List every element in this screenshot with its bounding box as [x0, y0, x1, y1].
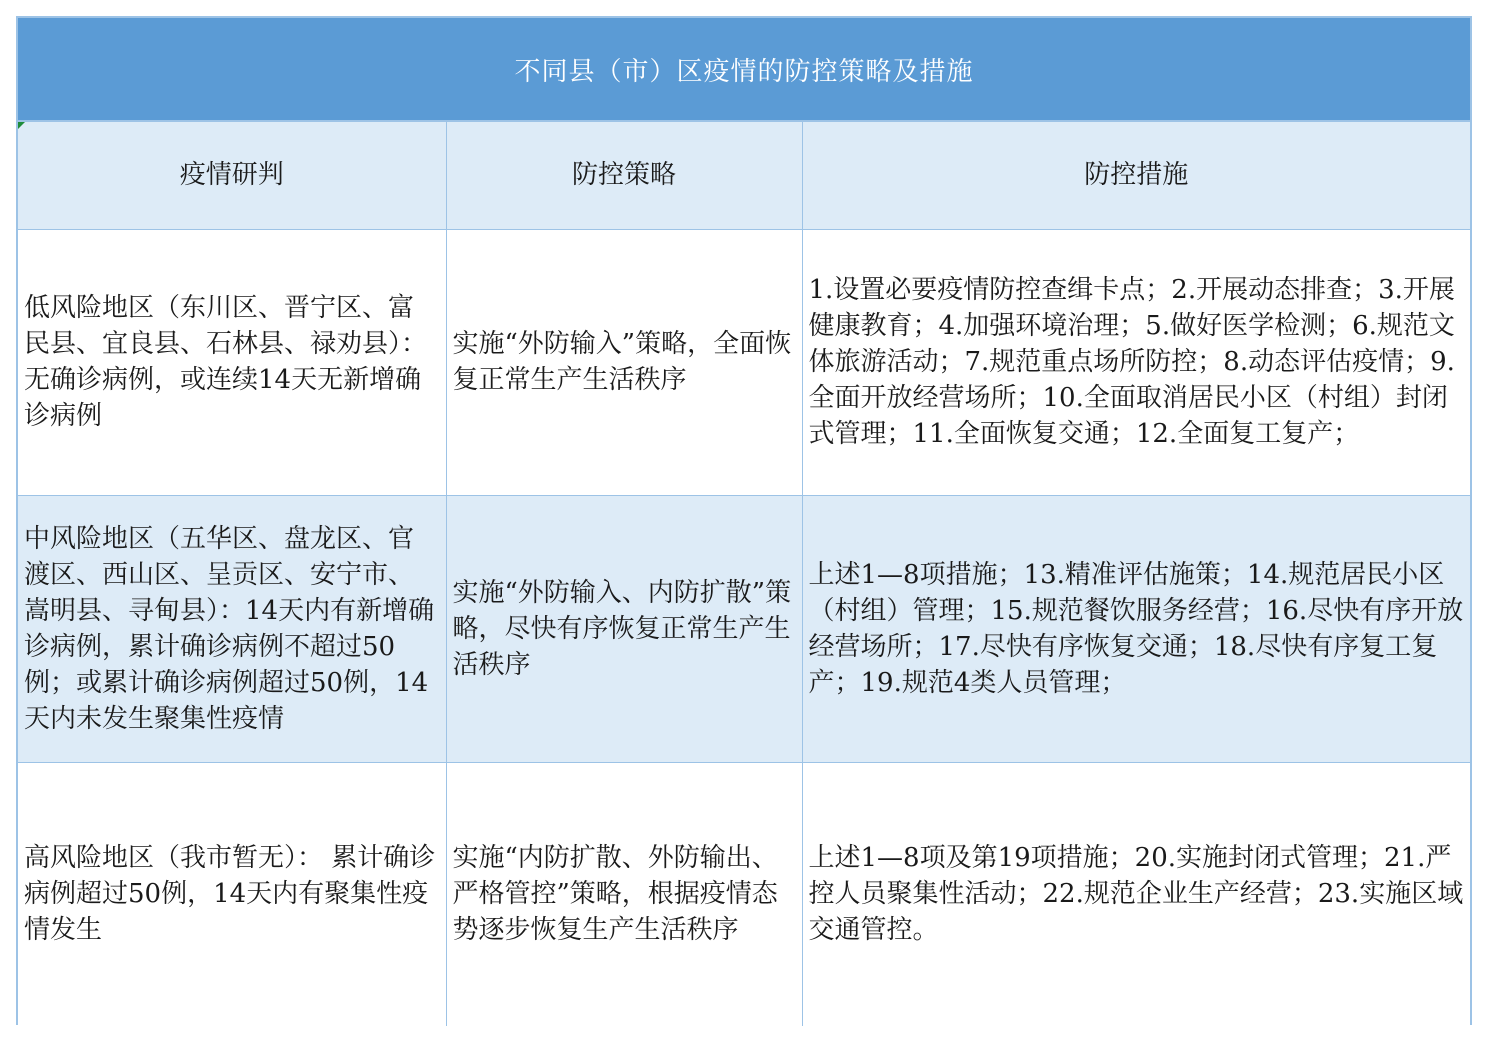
- cell-strategy[interactable]: 实施“内防扩散、外防输出、严格管控”策略，根据疫情态势逐步恢复生产生活秩序: [446, 762, 802, 1026]
- spreadsheet-table: [16, 16, 1472, 1025]
- header-row: [18, 122, 1470, 229]
- column-header-strategy[interactable]: 防控策略: [446, 122, 802, 229]
- cell-strategy[interactable]: 实施“外防输入”策略，全面恢复正常生产生活秩序: [446, 229, 802, 495]
- table-row: [18, 762, 1470, 1026]
- cell-measures[interactable]: 上述1—8项措施；13.精准评估施策；14.规范居民小区（村组）管理；15.规范餐饮服务经营；16.尽快有序开放经营场所；17.尽快有序恢复交通；18.尽快有序复工复产；19.规范4类人员管理；: [802, 495, 1470, 762]
- table-row: [18, 495, 1470, 762]
- cell-assessment[interactable]: 高风险地区（我市暂无）： 累计确诊病例超过50例，14天内有聚集性疫情发生: [18, 762, 446, 1026]
- table-row: [18, 229, 1470, 495]
- table-title: 不同县（市）区疫情的防控策略及措施: [18, 18, 1470, 122]
- cell-measures[interactable]: 上述1—8项及第19项措施；20.实施封闭式管理；21.严控人员聚集性活动；22.规范企业生产经营；23.实施区域交通管控。: [802, 762, 1470, 1026]
- cell-measures[interactable]: 1.设置必要疫情防控查缉卡点；2.开展动态排查；3.开展健康教育；4.加强环境治理；5.做好医学检测；6.规范文体旅游活动；7.规范重点场所防控；8.动态评估疫情；9.全面开放经营场所；10.全面取消居民小区（村组）封闭式管理；11.全面恢复交通；12.全面复工复产；: [802, 229, 1470, 495]
- cell-strategy[interactable]: 实施“外防输入、内防扩散”策略，尽快有序恢复正常生产生活秩序: [446, 495, 802, 762]
- column-header-assessment[interactable]: 疫情研判: [18, 122, 446, 229]
- measures-grid: [18, 122, 1470, 1026]
- cell-assessment[interactable]: 中风险地区（五华区、盘龙区、官渡区、西山区、呈贡区、安宁市、嵩明县、寻甸县）：14天内有新增确诊病例，累计确诊病例不超过50例；或累计确诊病例超过50例，14天内未发生聚集性疫情: [18, 495, 446, 762]
- column-header-measures[interactable]: 防控措施: [802, 122, 1470, 229]
- cell-comment-indicator-icon: [18, 122, 25, 129]
- cell-assessment[interactable]: 低风险地区（东川区、晋宁区、富民县、宜良县、石林县、禄劝县）： 无确诊病例，或连续14天无新增确诊病例: [18, 229, 446, 495]
